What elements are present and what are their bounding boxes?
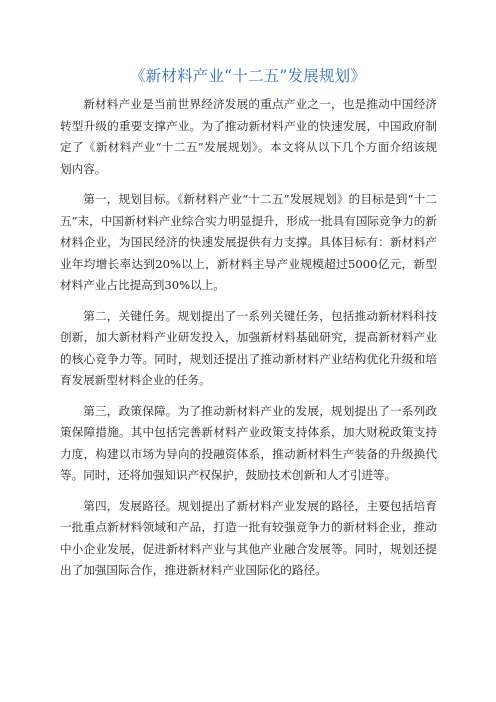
document-body: [60, 94, 437, 591]
goals-paragraph: 第一，规划目标。《新材料产业“十二五”发展规划》的目标是到“十二五”末，中国新材料产业综合实力明显提升，形成一批具有国际竞争力的新材料企业，为国民经济的快速发展提供有力支撑。具体目标有：新材料产业年均增长率达到20%以上，新材料主导产业规模超过5000亿元，新型材料产业占比提高到30%以上。: [60, 192, 437, 292]
policy-paragraph: 第三，政策保障。为了推动新材料产业的发展，规划提出了一系列政策保障措施。其中包括完善新材料产业政策支持体系，加大财税政策支持力度，构建以市场为导向的投融资体系，推动新材料生产装备的升级换代等。同时，还将加强知识产权保护，鼓励技术创新和人才引进等。: [60, 403, 437, 482]
intro-paragraph: 新材料产业是当前世界经济发展的重点产业之一，也是推动中国经济转型升级的重要支撑产业。为了推动新材料产业的快速发展，中国政府制定了《新材料产业“十二五”发展规划》。本文将从以下几个方面介绍该规划内容。: [60, 97, 437, 176]
document-title: 《新材料产业“十二五”发展规划》: [129, 67, 367, 85]
key-tasks-paragraph: 第二，关键任务。规划提出了一系列关键任务，包括推动新材料科技创新，加大新材料产业研发投入，加强新材料基础研究，提高新材料产业的核心竞争力等。同时，规划还提出了推动新材料产业结构优化升级和培育发展新型材料企业的任务。: [60, 308, 437, 387]
development-path-paragraph: 第四，发展路径。规划提出了新材料产业发展的路径，主要包括培育一批重点新材料领域和产品，打造一批有较强竞争力的新材料企业，推动中小企业发展，促进新材料产业与其他产业融合发展等。同时，规划还提出了加强国际合作，推进新材料产业国际化的路径。: [60, 498, 437, 577]
